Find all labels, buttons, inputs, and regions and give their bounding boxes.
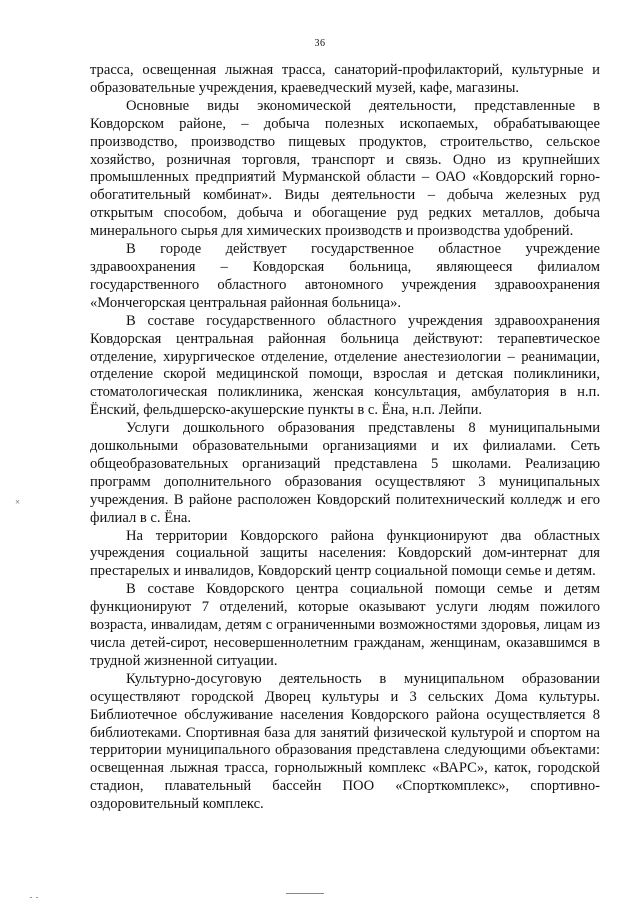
paragraph-social-protection: На территории Ковдорского района функционируют два областных учреждения социальной защиты населения: Ковдорский дом-интернат для престарелых и инвалидов, Ковдорский центр социальной помощи семье и детям. (90, 527, 600, 580)
paragraph-continuation: трасса, освещенная лыжная трасса, санаторий-профилакторий, культурные и образовательные учреждения, краеведческий музей, кафе, магазины. (90, 62, 600, 96)
scan-speck (30, 897, 32, 898)
footer-rule (286, 893, 324, 894)
margin-mark: × (15, 497, 21, 507)
document-body (90, 62, 600, 814)
scan-speck (36, 897, 38, 898)
paragraph-hospital: В городе действует государственное областное учреждение здравоохранения – Ковдорская больница, являющееся филиалом государственного областного автономного учреждения здравоохранения «Мончегорская центральная районная больница». (90, 241, 600, 311)
page-number: 36 (314, 38, 326, 49)
paragraph-hospital-departments: В составе государственного областного учреждения здравоохранения Ковдорская центральная районная больница действуют: терапевтическое отделение, хирургическое отделение, отделение анестезиологии – реанимации, отделение скорой медицинской помощи, взрослая и детская поликлиники, стоматологическая поликлиника, женская консультация, амбулатория в н.п. Ёнский, фельдшерско-акушерские пункты в с. Ёна, н.п. Лейпи. (90, 312, 600, 419)
paragraph-education: Услуги дошкольного образования представлены 8 муниципальными дошкольными образовательными организациями и их филиалами. Сеть общеобразовательных организаций представлена 5 школами. Реализацию программ дополнительного образования осуществляют 3 муниципальных учреждения. В районе расположен Ковдорский политехнический колледж и его филиал в с. Ёна. (90, 420, 600, 526)
paragraph-social-center: В составе Ковдорского центра социальной помощи семье и детям функционируют 7 отделений, которые оказывают услуги людям пожилого возраста, инвалидам, детям с ограниченными возможностями здоровья, лицам из числа детей-сирот, несовершеннолетним гражданам, женщинам, оказавшимся в трудной жизненной ситуации. (90, 581, 600, 669)
paragraph-culture-sport: Культурно-досуговую деятельность в муниципальном образовании осуществляют городской Дворец культуры и 3 сельских Дома культуры. Библиотечное обслуживание населения Ковдорского района осуществляется 8 библиотеками. Спортивная база для занятий физической культурой и спортом на территории муниципального образования представлена следующими объектами: освещенная лыжная трасса, горнолыжный комплекс «ВАРС», каток, городской стадион, плавательный бассейн ПОО «Спорткомплекс», спортивно-оздоровительный комплекс. (90, 670, 600, 813)
paragraph-economic-activity: Основные виды экономической деятельности, представленные в Ковдорском районе, – добыча полезных ископаемых, обрабатывающее производство, производство пищевых продуктов, строительство, сельское хозяйство, розничная торговля, транспорт и связь. Одно из крупнейших промышленных предприятий Мурманской области – ОАО «Ковдорский горно-обогатительный комбинат». Виды деятельности – добыча железных руд открытым способом, добыча и обогащение руд редких металлов, добыча минерального сырья для химических производств и производства удобрений. (90, 97, 600, 240)
